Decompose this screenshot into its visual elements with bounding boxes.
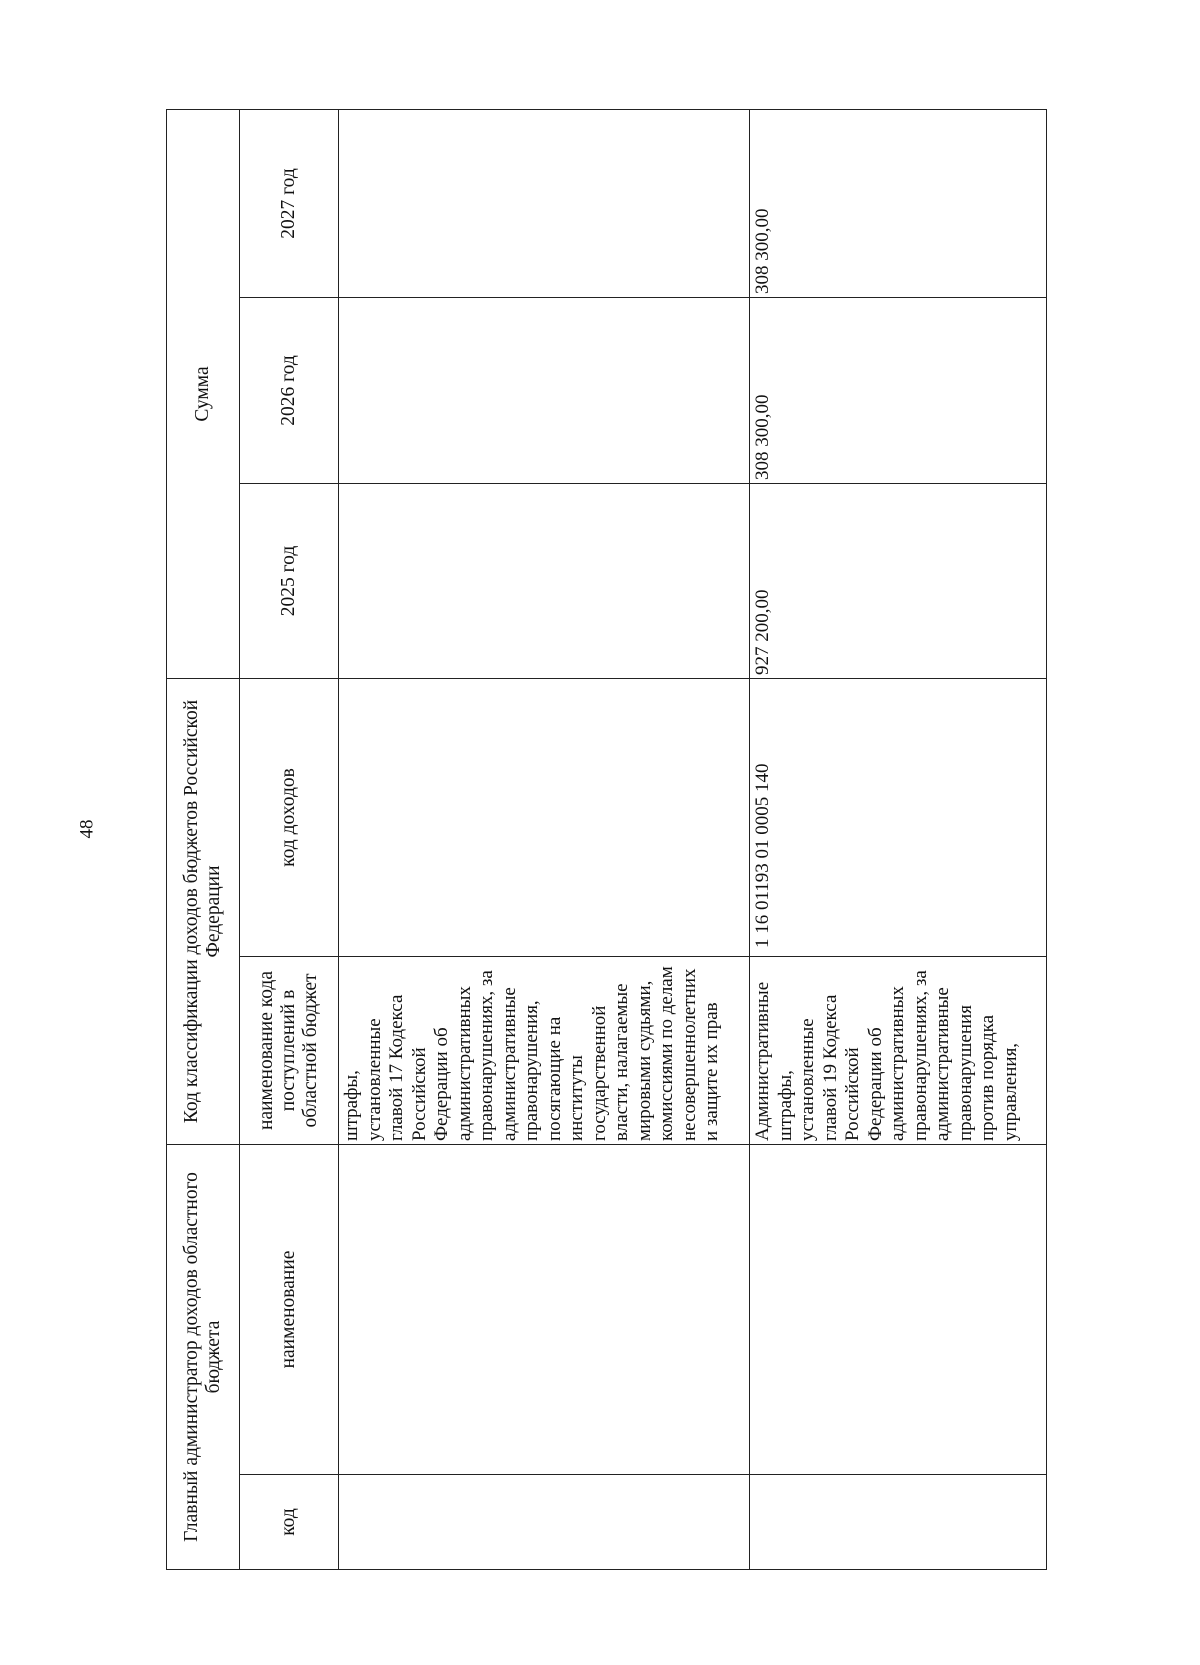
header-year-2025: 2025 год (240, 484, 339, 679)
cell-income-code: 1 16 01193 01 0005 140 (750, 679, 1047, 957)
rotated-table-container (166, 110, 1046, 1570)
header-year-2026: 2026 год (240, 298, 339, 484)
header-income-name: наименование кода поступлений в областной бюджет (240, 957, 339, 1145)
cell-sum-2027 (339, 110, 750, 298)
header-sum-group: Сумма (167, 110, 240, 679)
cell-income-name: штрафы, установленные главой 17 Кодекса Российской Федерации об административных правонарушениях, за административные правонарушения, посягающие на институты государственной власти, налагаемые мировыми судьями, комиссиями по делам несовершеннолетних и защите их прав (339, 957, 750, 1145)
header-row-groups (167, 110, 240, 1570)
cell-sum-2026 (339, 298, 750, 484)
cell-sum-2025 (339, 484, 750, 679)
cell-sum-2027: 308 300,00 (750, 110, 1047, 298)
header-classification-group: Код классификации доходов бюджетов Российской Федерации (167, 679, 240, 1145)
header-income-code: код доходов (240, 679, 339, 957)
table-row (750, 110, 1047, 1570)
header-admin-code: код (240, 1475, 339, 1570)
cell-admin-name (750, 1145, 1047, 1475)
cell-admin-code (750, 1475, 1047, 1570)
header-year-2027: 2027 год (240, 110, 339, 298)
cell-sum-2025: 927 200,00 (750, 484, 1047, 679)
header-admin-group: Главный администратор доходов областного бюджета (167, 1145, 240, 1570)
header-admin-name: наименование (240, 1145, 339, 1475)
budget-income-table (166, 109, 1047, 1570)
cell-income-code (339, 679, 750, 957)
cell-admin-code (339, 1475, 750, 1570)
page-number: 48 (76, 819, 98, 839)
table-row (339, 110, 750, 1570)
header-row-columns (240, 110, 339, 1570)
cell-sum-2026: 308 300,00 (750, 298, 1047, 484)
cell-income-name: Административные штрафы, установленные главой 19 Кодекса Российской Федерации об административных правонарушениях, за административные правонарушения против порядка управления, (750, 957, 1047, 1145)
cell-admin-name (339, 1145, 750, 1475)
